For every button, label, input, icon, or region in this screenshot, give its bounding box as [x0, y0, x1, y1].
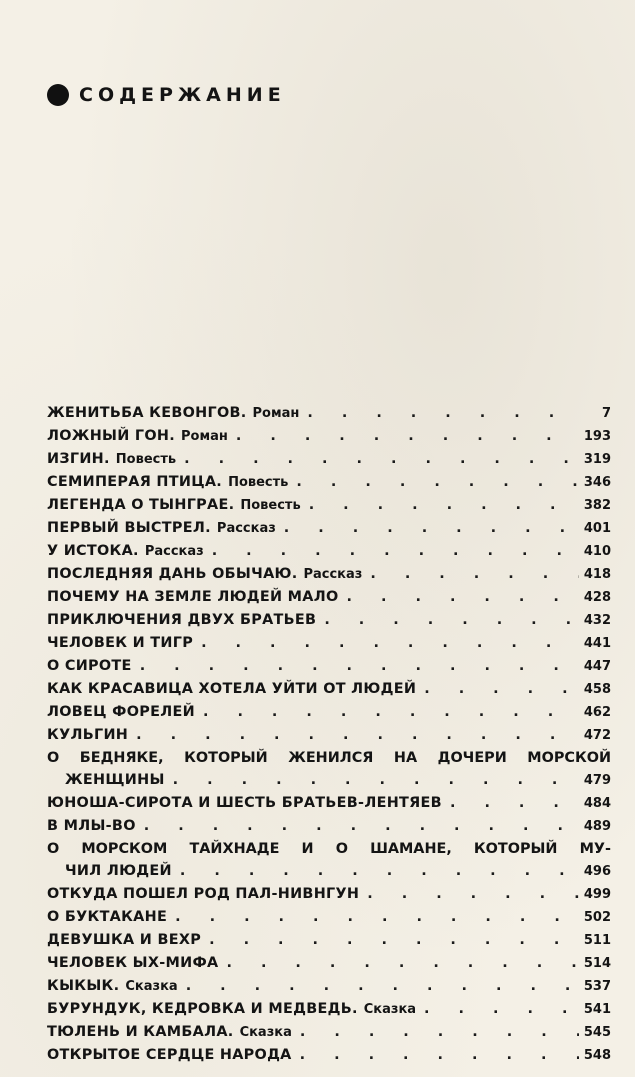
toc-entry-page: 382 [583, 498, 611, 513]
dot-leader [218, 952, 579, 974]
toc-entry-page: 502 [583, 910, 611, 925]
toc-entry-genre: Рассказ [216, 521, 276, 536]
toc-entry-page: 541 [583, 1002, 611, 1017]
dot-leader [178, 975, 579, 997]
toc-entry-genre: Сказка [363, 1002, 417, 1017]
toc-entry-page: 418 [583, 567, 611, 582]
dot-leader [201, 929, 579, 951]
dot-leader [442, 792, 579, 814]
toc-entry [47, 540, 611, 563]
toc-entry-title: ТЮЛЕНЬ И КАМБАЛА. [47, 1024, 234, 1040]
toc-entry [47, 838, 611, 883]
toc-entry-title: ПРИКЛЮЧЕНИЯ ДВУХ БРАТЬЕВ [47, 612, 317, 628]
toc-entry-title: ОТКРЫТОЕ СЕРДЦЕ НАРОДА [47, 1047, 292, 1063]
toc-entry-title: О СИРОТЕ [47, 658, 132, 674]
dot-leader [128, 724, 579, 746]
toc-entry-page: 447 [583, 659, 611, 674]
toc-entry [47, 494, 611, 517]
toc-entry [47, 929, 611, 952]
toc-entry-genre: Повесть [228, 475, 289, 490]
toc-entry-title: ДЕВУШКА И ВЕХР [47, 932, 202, 948]
toc-entry-page: 458 [583, 682, 611, 697]
toc-entry-title: ПОСЛЕДНЯЯ ДАНЬ ОБЫЧАЮ. [47, 566, 298, 582]
dot-leader [228, 425, 579, 447]
toc-entry-page: 472 [583, 728, 611, 743]
toc-entry-title: ЛЕГЕНДА О ТЫНГРАЕ. [47, 497, 235, 513]
toc-entry-genre: Повесть [115, 452, 177, 467]
toc-entry-title: ЛОВЕЦ ФОРЕЛЕЙ [47, 704, 195, 720]
contents-title: СОДЕРЖАНИЕ [79, 84, 286, 106]
toc-entry-genre: Роман [252, 406, 300, 421]
toc-entry [47, 952, 611, 975]
dot-leader [276, 517, 579, 539]
toc-entry [47, 609, 611, 632]
toc-entry-title: ЧИЛ ЛЮДЕЙ [65, 863, 172, 879]
toc-entry-title: ЖЕНИТЬБА КЕВОНГОВ. [47, 405, 247, 421]
toc-entry-page: 511 [583, 933, 611, 948]
toc-entry-title: О БУКТАКАНЕ [47, 909, 168, 925]
dot-leader [316, 609, 579, 631]
toc-entry [47, 586, 611, 609]
toc-entry-genre: Рассказ [144, 544, 204, 559]
toc-entry [47, 563, 611, 586]
toc-entry-genre: Сказка [125, 979, 178, 994]
toc-entry [47, 701, 611, 724]
toc-entry [47, 632, 611, 655]
toc-entry-page: 489 [583, 819, 611, 834]
toc-entry [47, 998, 611, 1021]
toc-entry-title: В МЛЫ-ВО [47, 818, 136, 834]
toc-entry-title: У ИСТОКА. [47, 543, 139, 559]
toc-entry [47, 448, 611, 471]
dot-leader [165, 769, 579, 791]
toc-entry [47, 975, 611, 998]
toc-entry [47, 1021, 611, 1044]
toc-entry-title-line1: О БЕДНЯКЕ, КОТОРЫЙ ЖЕНИЛСЯ НА ДОЧЕРИ МОРСКОЙ [47, 750, 611, 766]
toc-entry-page: 499 [583, 887, 611, 902]
toc-entry-page: 479 [583, 773, 611, 788]
dot-leader [136, 815, 579, 837]
toc-entry [47, 724, 611, 747]
toc-entry [47, 471, 611, 494]
toc-entry-title: ИЗГИН. [47, 451, 110, 467]
dot-leader [301, 494, 579, 516]
toc-entry [47, 906, 611, 929]
toc-entry-page: 462 [583, 705, 611, 720]
bullet-icon [47, 84, 69, 106]
toc-entry-title: ПЕРВЫЙ ВЫСТРЕЛ. [47, 520, 211, 536]
toc-entry-title: ЧЕЛОВЕК И ТИГР [47, 635, 194, 651]
dot-leader [176, 448, 579, 470]
toc-entry-page: 514 [583, 956, 611, 971]
toc-entry-page: 548 [583, 1048, 611, 1063]
toc-entry-page: 545 [583, 1025, 611, 1040]
toc-entry-page: 401 [583, 521, 611, 536]
dot-leader [204, 540, 579, 562]
toc-entry-page: 496 [583, 864, 611, 879]
toc-entry-title: ЛОЖНЫЙ ГОН. [47, 428, 176, 444]
toc-entry-genre: Роман [181, 429, 228, 444]
toc-entry-page: 537 [583, 979, 611, 994]
toc-entry-title: ЧЕЛОВЕК ЫХ-МИФА [47, 955, 219, 971]
toc-entry-title: БУРУНДУК, КЕДРОВКА И МЕДВЕДЬ. [47, 1001, 358, 1017]
table-of-contents [47, 402, 611, 1067]
toc-entry-title-line1: О МОРСКОМ ТАЙХНАДЕ И О ШАМАНЕ, КОТОРЫЙ МУ- [47, 841, 611, 857]
toc-entry [47, 425, 611, 448]
dot-leader [292, 1044, 579, 1066]
toc-entry-title: ЖЕНЩИНЫ [65, 772, 165, 788]
dot-leader [416, 998, 579, 1020]
toc-entry [47, 792, 611, 815]
dot-leader [339, 586, 579, 608]
dot-leader [193, 632, 579, 654]
toc-entry-title: КАК КРАСАВИЦА ХОТЕЛА УЙТИ ОТ ЛЮДЕЙ [47, 681, 417, 697]
dot-leader [299, 402, 579, 424]
dot-leader [195, 701, 579, 723]
toc-entry-page: 7 [601, 406, 611, 421]
dot-leader [172, 860, 579, 882]
dot-leader [132, 655, 579, 677]
dot-leader [288, 471, 579, 493]
contents-heading [47, 84, 286, 106]
toc-entry-page: 441 [583, 636, 611, 651]
toc-entry-genre: Сказка [239, 1025, 292, 1040]
dot-leader [416, 678, 579, 700]
toc-entry [47, 815, 611, 838]
toc-entry [47, 517, 611, 540]
toc-entry-page: 193 [583, 429, 611, 444]
toc-entry-page: 346 [583, 475, 611, 490]
toc-entry-genre: Рассказ [303, 567, 363, 582]
toc-entry-title: КЫКЫК. [47, 978, 120, 994]
toc-entry-title: СЕМИПЕРАЯ ПТИЦА. [47, 474, 223, 490]
toc-entry-title: КУЛЬГИН [47, 727, 129, 743]
toc-entry [47, 747, 611, 792]
toc-entry-page: 432 [583, 613, 611, 628]
toc-entry-title: ЮНОША-СИРОТА И ШЕСТЬ БРАТЬЕВ-ЛЕНТЯЕВ [47, 795, 442, 811]
toc-entry-genre: Повесть [240, 498, 301, 513]
toc-entry [47, 883, 611, 906]
toc-entry-page: 428 [583, 590, 611, 605]
dot-leader [362, 563, 579, 585]
toc-entry [47, 402, 611, 425]
toc-entry-page: 484 [583, 796, 611, 811]
dot-leader [359, 883, 579, 905]
dot-leader [167, 906, 579, 928]
toc-entry [47, 1044, 611, 1067]
toc-entry-page: 319 [583, 452, 611, 467]
toc-entry [47, 655, 611, 678]
toc-entry-title: ОТКУДА ПОШЕЛ РОД ПАЛ-НИВНГУН [47, 886, 360, 902]
dot-leader [292, 1021, 579, 1043]
toc-entry-page: 410 [583, 544, 611, 559]
toc-entry-title: ПОЧЕМУ НА ЗЕМЛЕ ЛЮДЕЙ МАЛО [47, 589, 339, 605]
toc-entry [47, 678, 611, 701]
